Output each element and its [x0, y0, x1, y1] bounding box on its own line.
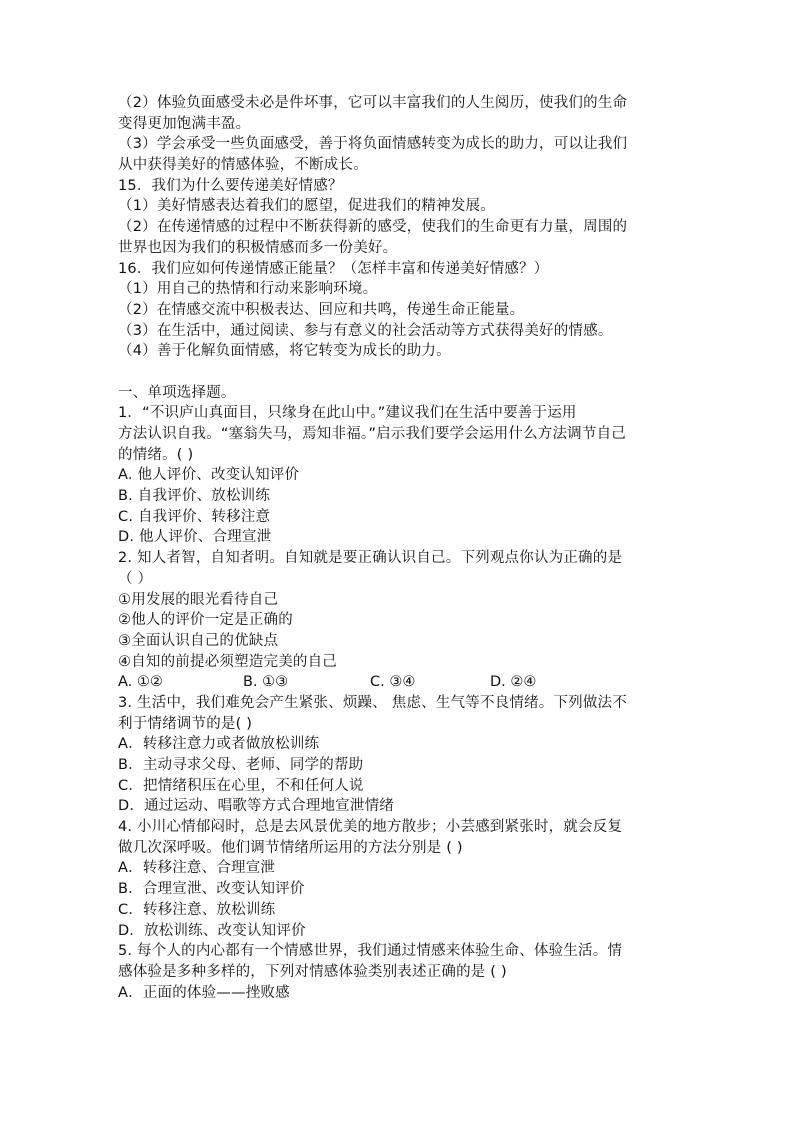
question-5: [118, 941, 678, 1003]
question-stem: 感体验是多种多样的，下列对情感体验类别表述正确的是 ( ): [118, 963, 507, 980]
answer-option: D. 他人评价、合理宣泄: [118, 529, 272, 546]
text-line: 从中获得美好的情感体验，不断成长。: [118, 157, 368, 174]
question-stem: 4. 小川心情郁闷时，总是去风景优美的地方散步；小芸感到紧张时，就会反复: [118, 819, 623, 836]
top-text-block: [118, 93, 678, 362]
question-2: [118, 548, 678, 693]
question-stem: （ ）: [118, 570, 153, 587]
statement-item: ①用发展的眼光看待自己: [118, 591, 279, 608]
answer-option: D. ②④: [490, 674, 537, 691]
answer-option: C．把情绪积压在心里，不和任何人说: [118, 777, 364, 794]
question-stem: 的情绪。( ): [118, 446, 194, 463]
answer-option: B. 自我评价、放松训练: [118, 488, 271, 505]
statement-item: ②他人的评价一定是正确的: [118, 612, 293, 629]
answer-option: A．正面的体验——挫败感: [118, 984, 290, 1001]
text-line: （2）在情感交流中积极表达、回应和共鸣，传递生命正能量。: [118, 301, 525, 318]
answer-option: B．合理宣泄、改变认知评价: [118, 881, 305, 898]
answer-option: B. ①③: [243, 674, 289, 691]
question-4: [118, 817, 678, 941]
question-stem: 1．“不识庐山真面目，只缘身在此山中。”建议我们在生活中要善于运用: [118, 405, 577, 422]
answer-option: C．转移注意、放松训练: [118, 901, 276, 918]
answer-option: A. 他人评价、改变认知评价: [118, 467, 300, 484]
answer-option: A．转移注意、合理宣泄: [118, 860, 276, 877]
answer-option: A．转移注意力或者做放松训练: [118, 736, 320, 753]
text-line: （4）善于化解负面情感，将它转变为成长的助力。: [118, 343, 451, 360]
text-line: 变得更加饱满丰盈。: [118, 115, 251, 132]
question-stem: 3. 生活中，我们难免会产生紧张、烦躁、 焦虑、生气等不良情绪。下列做法不: [118, 694, 627, 711]
question-stem: 2. 知人者智，自知者明。自知就是要正确认识自己。下列观点你认为正确的是: [118, 550, 623, 567]
statement-item: ④自知的前提必须塑造完美的自己: [118, 653, 337, 670]
section-heading: 一、单项选择题。: [118, 384, 236, 401]
question-heading-15: 15．我们为什么要传递美好情感？: [118, 177, 343, 194]
question-stem: 利于情绪调节的是( ): [118, 715, 253, 732]
text-line: （1）美好情感表达着我们的愿望，促进我们的精神发展。: [118, 198, 495, 215]
question-1: [118, 403, 678, 548]
blank-line: [118, 362, 678, 383]
question-3: [118, 693, 678, 817]
question-stem: 5. 每个人的内心都有一个情感世界，我们通过情感来体验生命、体验生活。情: [118, 943, 623, 960]
text-line: 世界也因为我们的积极情感而多一份美好。: [118, 239, 398, 256]
document-page: [118, 93, 678, 1003]
answer-option: C. ③④: [370, 674, 416, 691]
answer-option: C. 自我评价、转移注意: [118, 508, 271, 525]
text-line: （2）在传递情感的过程中不断获得新的感受，使我们的生命更有力量，周围的: [118, 219, 628, 236]
text-line: （2）体验负面感受未必是件坏事，它可以丰富我们的人生阅历，使我们的生命: [118, 95, 628, 111]
statement-item: ③全面认识自己的优缺点: [118, 632, 279, 649]
answer-option: B．主动寻求父母、老师、同学的帮助: [118, 757, 364, 773]
text-line: （3）学会承受一些负面感受，善于将负面情感转变为成长的助力，可以让我们: [118, 136, 628, 153]
text-line: （3）在生活中，通过阅读、参与有意义的社会活动等方式获得美好的情感。: [118, 322, 613, 339]
text-line: （1）用自己的热情和行动来影响环境。: [118, 281, 378, 298]
question-stem: 方法认识自我。“塞翁失马，焉知非福。”启示我们要学会运用什么方法调节自己: [118, 426, 626, 442]
question-heading-16: 16．我们应如何传递情感正能量？（怎样丰富和传递美好情感？）: [118, 260, 549, 277]
answer-option: A. ①②: [118, 674, 163, 691]
answer-option: D．放松训练、改变认知评价: [118, 922, 306, 939]
question-stem: 做几次深呼吸。他们调节情绪所运用的方法分别是 ( ): [118, 839, 463, 856]
answer-option: D．通过运动、唱歌等方式合理地宣泄情绪: [118, 798, 394, 815]
answer-options-row: [118, 672, 678, 693]
